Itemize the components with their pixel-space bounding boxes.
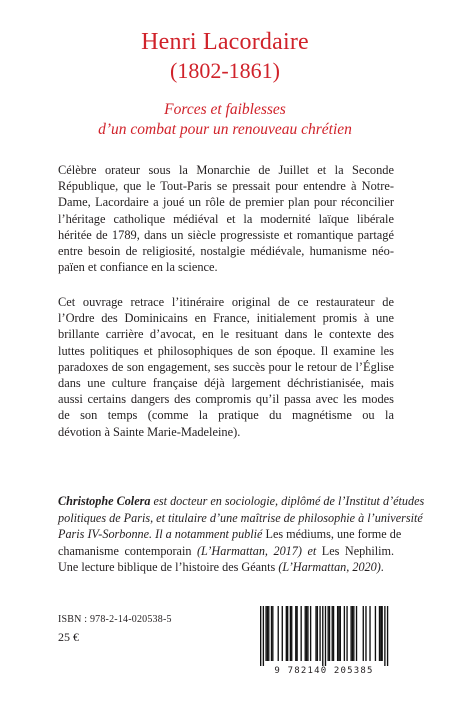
text-line: luttes politiques et philosophiques de son époque. Il examine les — [58, 343, 394, 358]
barcode-bar — [272, 606, 273, 661]
text-line: Célèbre orateur sous la Monarchie de Juillet et la Seconde — [58, 163, 394, 177]
barcode-bar — [328, 606, 329, 661]
publisher-note: (L’Harmattan, 2017) et — [196, 543, 317, 558]
barcode-bar — [379, 606, 380, 661]
barcode-bar — [260, 606, 261, 666]
subtitle-line-1: Forces et faiblesses — [164, 101, 286, 118]
barcode-bar — [291, 606, 292, 661]
bio-line — [58, 493, 425, 510]
bio-line — [58, 526, 402, 543]
barcode-bar — [301, 606, 302, 661]
barcode-bar — [340, 606, 341, 661]
barcode-bar — [267, 606, 268, 661]
text-line: Cet ouvrage retrace l’itinéraire original de ce restaurateur de — [58, 295, 394, 309]
barcode-bar — [310, 606, 311, 661]
text-line: aussi certains dangers des compromis qu’il passa avec les modes — [58, 392, 394, 407]
author-name: Christophe Colera — [58, 494, 151, 508]
barcode-bar — [375, 606, 376, 661]
author-bio — [58, 493, 425, 576]
text-line: entre besoin de religiosité, nostalgie médiévale, humanisme néo- — [58, 244, 394, 259]
bio-text: est docteur en sociologie, diplômé de l’Institut d’études — [150, 494, 425, 508]
barcode-bar — [380, 606, 381, 661]
bio-line — [58, 510, 423, 527]
barcode-bar — [315, 606, 316, 661]
barcode-bar — [305, 606, 306, 661]
barcode-bar — [265, 606, 266, 661]
barcode-bar — [286, 606, 287, 661]
text-line: dans une culture française déjà largement déchristianisée, mais — [58, 376, 394, 391]
text-line: Dame, Lacordaire a joué un rôle de premier plan pour réconcilier — [58, 195, 394, 210]
barcode-bar — [356, 606, 357, 661]
isbn-label: ISBN : 978-2-14-020538-5 — [58, 614, 172, 625]
barcode-bar — [338, 606, 339, 661]
barcode-bar — [363, 606, 364, 661]
summary-paragraph-1 — [58, 162, 394, 275]
barcode-bar — [295, 606, 296, 661]
barcode-bar — [369, 606, 370, 661]
barcode-bar — [306, 606, 307, 661]
barcode-bar — [344, 606, 345, 661]
barcode-bar — [322, 606, 323, 666]
text-line: héritée de 1789, dans un siècle progressiste et romantique partagé — [58, 227, 394, 242]
barcode-bar — [352, 606, 353, 661]
barcode-digits: 9 782140 205385 — [274, 666, 374, 676]
bio-text: politiques de Paris, et titulaire d’une maîtrise de philosophie à l’université — [58, 510, 423, 525]
bio-text: Paris IV-Sorbonne. Il a notamment publié — [58, 527, 263, 542]
book-title: Henri Lacordaire — [141, 29, 309, 55]
text-line: brillante carrière d’avocat, en le resituant dans le contexte des — [58, 327, 394, 342]
barcode-bar — [333, 606, 334, 661]
text-line: dévotion à Sainte Marie-Madeleine). — [58, 424, 241, 439]
barcode — [254, 606, 394, 679]
barcode-bar — [350, 606, 351, 661]
barcode-bar — [329, 606, 330, 661]
book-reference: Une lecture biblique de l’histoire des Géants — [58, 560, 279, 575]
barcode-bar — [332, 606, 333, 661]
price-label: 25 € — [58, 630, 79, 644]
barcode-bar — [384, 606, 385, 666]
barcode-bar — [282, 606, 283, 661]
bio-line — [58, 559, 394, 576]
barcode-bar — [353, 606, 354, 661]
bio-text: . — [380, 560, 384, 575]
barcode-bar — [317, 606, 318, 661]
summary-paragraph-2 — [58, 294, 394, 440]
barcode-bar — [287, 606, 288, 661]
barcode-bar — [307, 606, 308, 661]
text-line: l’héritage catholique médiéval et la modernité laïque libérale — [58, 211, 394, 226]
bio-line — [58, 543, 394, 560]
barcode-bars — [254, 606, 394, 666]
text-line: l’Ordre des Dominicains en France, initialement promis à une — [58, 311, 394, 326]
barcode-bar — [278, 606, 279, 661]
text-line: République, que le Tout-Paris se pressait pour entendre à Notre- — [58, 179, 394, 194]
book-reference: chamanisme contemporain — [58, 543, 197, 558]
barcode-bar — [319, 606, 320, 661]
barcode-bar — [271, 606, 272, 661]
subtitle-line-2: d’un combat pour un renouveau chrétien — [98, 121, 352, 138]
barcode-bar — [268, 606, 269, 661]
barcode-bar — [337, 606, 338, 661]
barcode-bar — [346, 606, 347, 661]
barcode-bar — [290, 606, 291, 661]
life-dates: (1802-1861) — [170, 58, 280, 83]
barcode-bar — [382, 606, 383, 661]
barcode-bar — [365, 606, 366, 661]
text-line: païen et confiance en la science. — [58, 260, 218, 275]
barcode-bar — [325, 606, 326, 666]
text-line: de son temps (comme la pratique du magnétisme ou la — [58, 408, 394, 423]
barcode-bar — [263, 606, 264, 666]
barcode-bar — [387, 606, 388, 666]
publisher-note: (L’Harmattan, 2020) — [278, 560, 381, 575]
book-reference: Les médiums, une forme de — [262, 527, 402, 542]
text-line: paradoxes de son engagement, ses succès pour le retour de l’Église — [58, 359, 394, 374]
book-reference: Les Nephilim. — [316, 543, 395, 558]
barcode-bar — [296, 606, 297, 661]
